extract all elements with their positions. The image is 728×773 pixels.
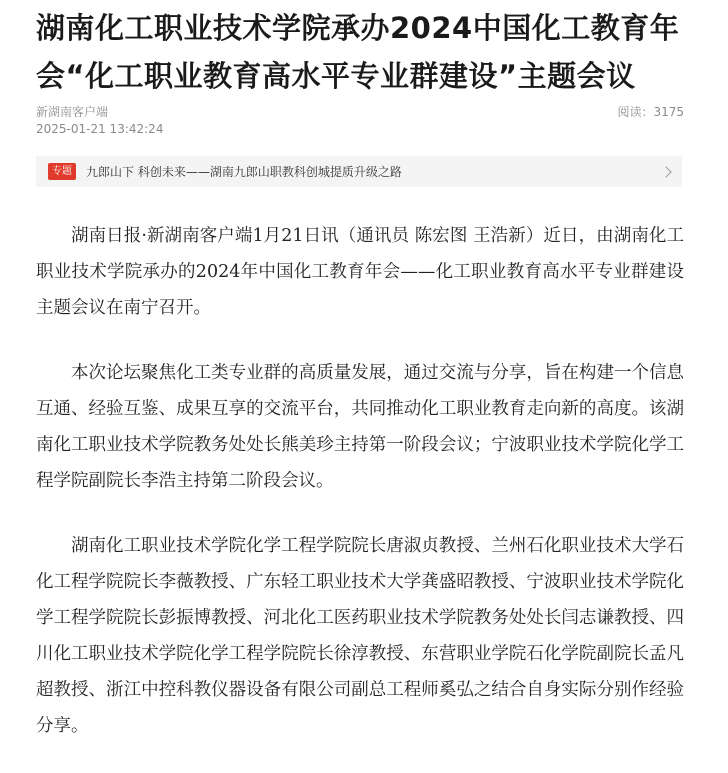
article-paragraph: 湖南日报·新湖南客户端1月21日讯（通讯员 陈宏图 王浩新）近日，由湖南化工职业技术学院承办的2024年中国化工教育年会——化工职业教育高水平专业群建设主题会议在南宁召开。 (36, 226, 684, 318)
article-paragraph: 本次论坛聚焦化工类专业群的高质量发展，通过交流与分享，旨在构建一个信息互通、经验互鉴、成果互享的交流平台，共同推动化工职业教育走向新的高度。该湖南化工职业技术学院教务处处长熊美珍主持第一阶段会议；宁波职业技术学院化学工程学院副院长李浩主持第二阶段会议。 (36, 363, 684, 491)
article-body (36, 218, 684, 773)
article-paragraph: 湖南化工职业技术学院化学工程学院院长唐淑贞教授、兰州石化职业技术大学石化工程学院院长李薇教授、广东轻工职业技术大学龚盛昭教授、宁波职业技术学院化学工程学院院长彭振博教授、河北化工医药职业技术学院教务处处长闫志谦教授、四川化工职业技术学院化学工程学院院长徐淳教授、东营职业学院石化学院副院长孟凡超教授、浙江中控科教仪器设备有限公司副总工程师奚弘之结合自身实际分别作经验分享。 (36, 536, 684, 736)
view-count: 阅读：3175 (617, 105, 684, 119)
chevron-right-icon (660, 166, 671, 177)
article-source: 新湖南客户端 (36, 105, 109, 119)
topic-link[interactable] (36, 156, 682, 187)
topic-title: 九郎山下 科创未来——湖南九郎山职教科创城提质升级之路 (86, 165, 402, 179)
article-title: 湖南化工职业技术学院承办2024中国化工教育年会“化工职业教育高水平专业群建设”主题会议 (36, 11, 680, 93)
topic-badge: 专题 (48, 163, 76, 180)
article-timestamp: 2025-01-21 13:42:24 (36, 122, 164, 136)
